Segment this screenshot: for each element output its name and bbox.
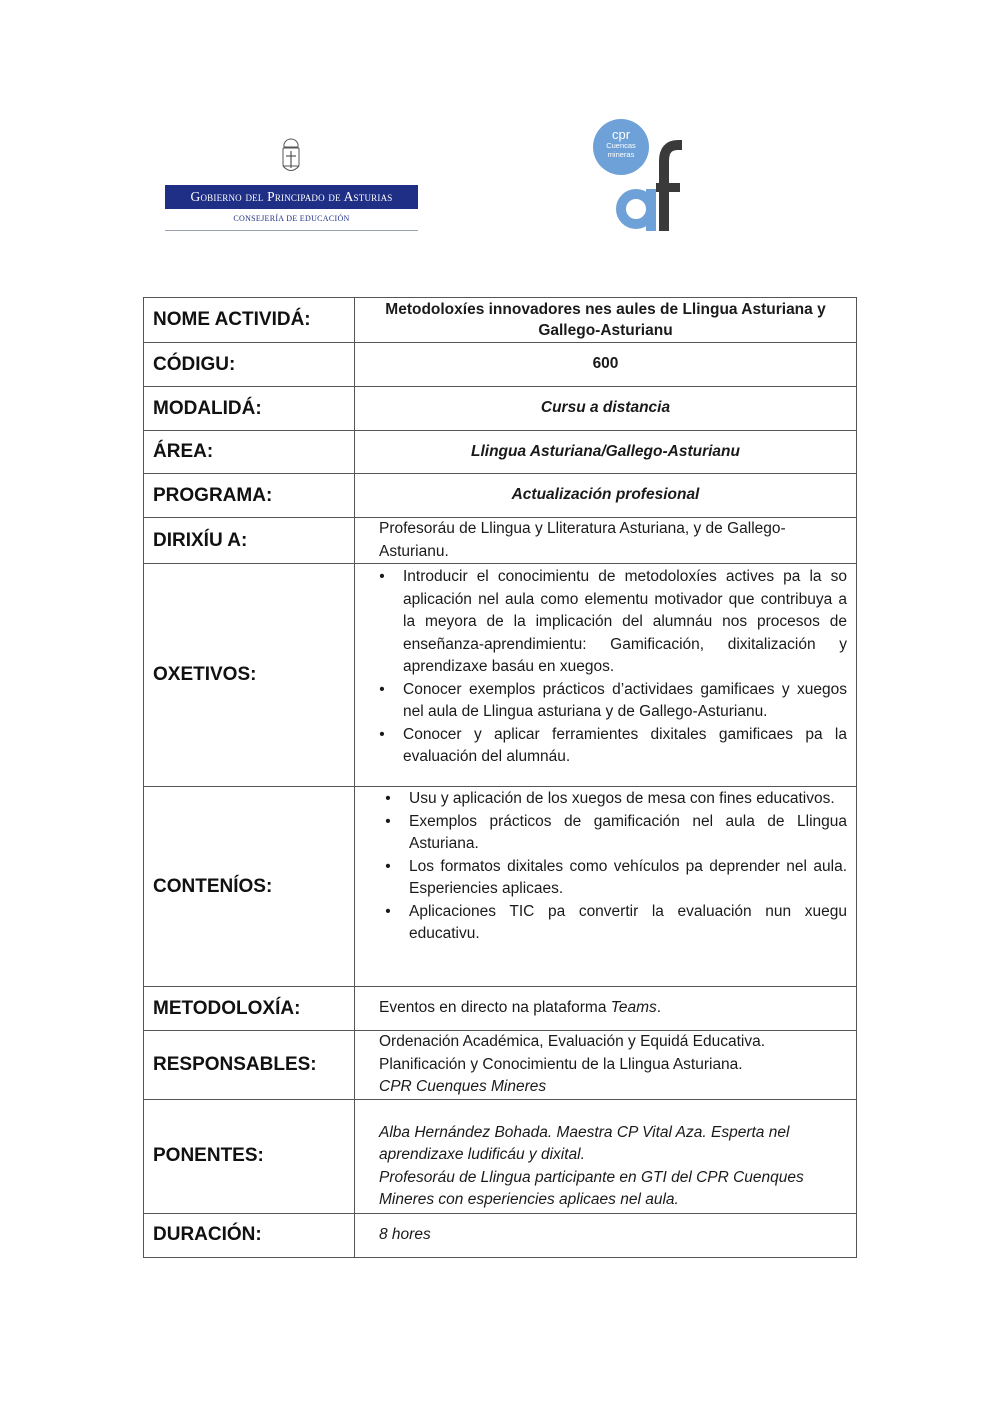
bullet-icon: • [385,857,391,875]
row-speakers [144,1099,857,1213]
row-duration [144,1213,857,1257]
content-item: • Usu y aplicación de los xuegos de mesa con fines educativos. [409,788,847,811]
content-item: • Exemplos prácticos de gamificación nel aula de Llingua Asturiana. [409,811,847,856]
label-responsibles: RESPONSABLES: [144,1031,355,1100]
label-code: CÓDIGU: [144,343,355,387]
value-code: 600 [355,343,857,387]
value-activity-name: Metodoloxíes innovadores nes aules de Llingua Asturiana y Gallego-Asturianu [355,298,857,343]
value-program: Actualización profesional [355,474,857,518]
activity-info-table [143,297,857,1258]
government-name-band: Gobierno del Principado de Asturias [165,185,418,209]
objective-item: • Conocer exemplos prácticos d’actividaes gamificaes y xuegos nel aula de Llingua asturiana y de Gallego-Asturianu. [403,679,847,724]
row-modality [144,387,857,431]
cpr-title: cpr [611,127,631,142]
label-activity-name: NOME ACTIVIDÁ: [144,298,355,343]
objective-item: • Conocer y aplicar ferramientes dixitales gamificaes pa la evaluación del alumnáu. [403,724,847,769]
bullet-icon: • [385,812,391,830]
label-duration: DURACIÓN: [144,1213,355,1257]
bullet-icon: • [379,680,385,698]
label-objectives: OXETIVOS: [144,564,355,787]
label-audience: DIRIXÍU A: [144,518,355,564]
objective-item: • Introducir el conocimientu de metodoloxíes actives pa la so aplicación nel aula como elementu motivador que contribuya a la meyora de la implicación del alumnáu nos procesos de enseñanza-aprendimientu: Gamificación, dixitalización y aprendizaxe basáu en xuegos. [403,566,847,679]
row-program [144,474,857,518]
objectives-list [379,566,847,769]
label-area: ÁREA: [144,431,355,474]
label-contents: CONTENÍOS: [144,787,355,987]
logo-divider [165,230,418,231]
cpr-line2: mineras [607,150,635,159]
bullet-icon: • [379,725,385,743]
value-objectives [355,564,857,787]
bullet-icon: • [385,902,391,920]
af-letters-icon [616,139,686,233]
asturias-government-logo [165,138,418,233]
row-area [144,431,857,474]
row-audience [144,518,857,564]
value-contents [355,787,857,987]
contents-list [385,788,847,946]
row-methodology [144,987,857,1031]
content-item: • Aplicaciones TIC pa convertir la evaluación nun xuegu educativu. [409,901,847,946]
label-program: PROGRAMA: [144,474,355,518]
asturias-crest-icon [280,138,302,176]
bullet-icon: • [379,568,385,585]
platform-name: Teams [610,999,657,1017]
value-area: Llingua Asturiana/Gallego-Asturianu [355,431,857,474]
row-code [144,343,857,387]
row-responsibles [144,1031,857,1100]
value-methodology: Eventos en directo na plataforma Teams. [355,987,857,1031]
cpr-cuencas-mineras-logo [590,115,690,235]
value-duration: 8 hores [355,1213,857,1257]
label-methodology: METODOLOXÍA: [144,987,355,1031]
cpr-line1: Cuencas [606,141,636,150]
value-speakers: Alba Hernández Bohada. Maestra CP Vital Aza. Esperta nel aprendizaxe ludificáu y dixital. Profesoráu de Llingua participante en GTI del CPR Cuenques Mineres con esperiencies aplicaes nel aula. [355,1099,857,1213]
content-item: • Los formatos dixitales como vehículos pa deprender nel aula. Esperiencies aplicaes. [409,856,847,901]
row-objectives [144,564,857,787]
bullet-icon: • [385,790,391,807]
label-speakers: PONENTES: [144,1099,355,1213]
value-responsibles: Ordenación Académica, Evaluación y Equidá Educativa. Planificación y Conocimientu de la Llingua Asturiana. CPR Cuenques Mineres [355,1031,857,1100]
value-audience: Profesoráu de Llingua y Lliteratura Asturiana, y de Gallego-Asturianu. [355,518,857,564]
department-name: CONSEJERÍA DE EDUCACIÓN [233,214,350,223]
label-modality: MODALIDÁ: [144,387,355,431]
row-activity-name [144,298,857,343]
value-modality: Cursu a distancia [355,387,857,431]
row-contents [144,787,857,987]
